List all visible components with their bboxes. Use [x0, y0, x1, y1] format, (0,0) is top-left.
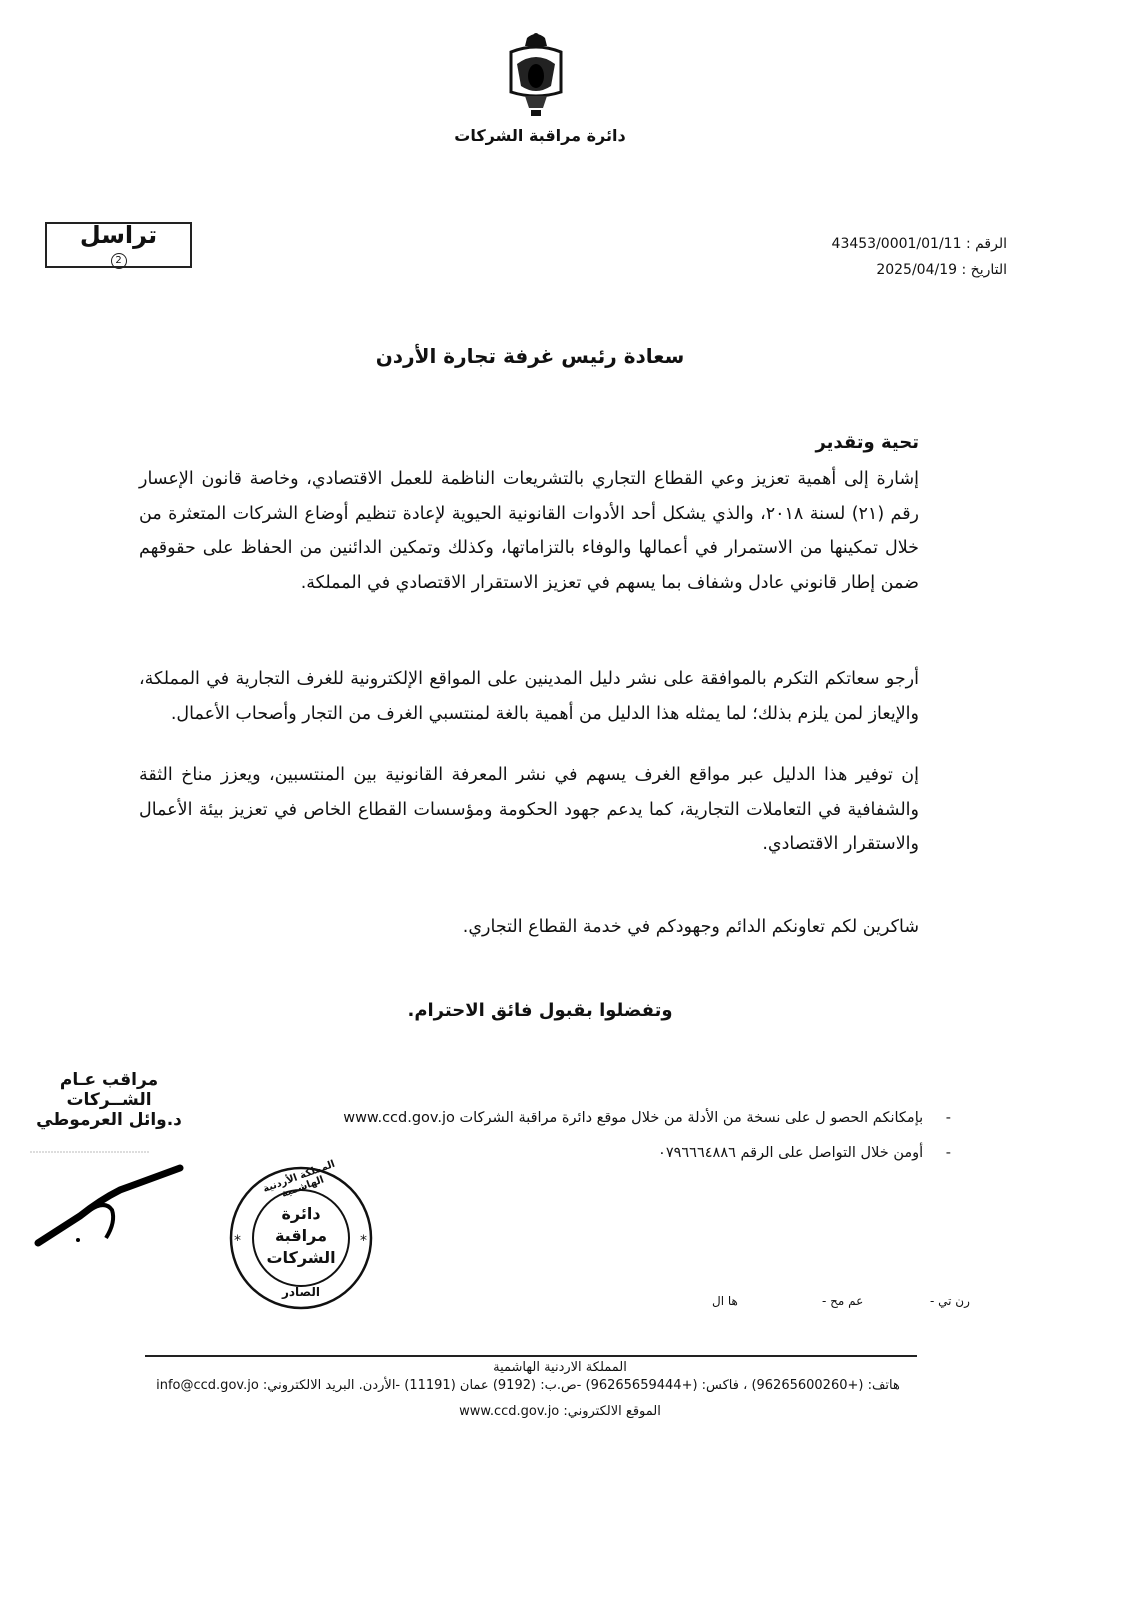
note-bullet: -	[945, 1145, 951, 1161]
body-paragraph: إشارة إلى أهمية تعزيز وعي القطاع التجاري بالتشريعات الناظمة للعمل الاقتصادي، وخاصة قانون الإعسار رقم (٢١) لسنة ٢٠١٨، والذي يشكل أحد الأدوات القانونية الحيوية لإعادة تنظيم أوضاع الشركات المتعثرة من خلال تمكينها من الاستمرار في أعمالها والوفاء بالتزاماتها، وكذلك وتمكين الدائنين من الحفاظ على حقوقهم ضمن إطار قانوني عادل وشفاف بما يسهم في تعزيز الاستقرار الاقتصادي في المملكة.	[139, 469, 920, 593]
date-line	[876, 262, 1007, 278]
svg-text:*: *	[234, 1233, 241, 1249]
note-item	[658, 1145, 951, 1161]
body-paragraph: أرجو سعاتكم التكرم بالموافقة على نشر دليل المدينين على المواقع الإلكترونية للغرف التجارية في المملكة، والإيعاز لمن يلزم بذلك؛ لما يمثله هذا الدليل من أهمية بالغة لمنتسبي الغرف من التجار وأصحاب الأعمال.	[139, 669, 919, 724]
footer-divider	[145, 1355, 917, 1357]
date-label: التاريخ :	[961, 262, 1007, 278]
greeting: تحية وتقدير	[815, 432, 919, 453]
jordan-emblem-icon	[505, 30, 567, 120]
signatory-title: مراقب عـام الشــركات	[59, 1070, 159, 1110]
date-value: 2025/04/19	[876, 262, 958, 278]
note-bullet: -	[945, 1110, 951, 1126]
footer-kingdom: المملكة الاردنية الهاشمية	[493, 1360, 627, 1375]
seal-line: دائرة	[281, 1204, 321, 1223]
note-item	[343, 1110, 951, 1126]
reference-line	[832, 236, 1007, 252]
closing-line: وتفضلوا بقبول فائق الاحترام.	[407, 1000, 673, 1021]
routing-initials: ها ال	[712, 1294, 738, 1308]
handwritten-signature	[20, 1148, 190, 1248]
routing-initials: رن تي -	[930, 1294, 970, 1308]
addressee: سعادة رئيس غرفة تجارة الأردن	[375, 344, 685, 368]
footer-website: الموقع الالكتروني: www.ccd.gov.jo	[459, 1404, 661, 1419]
seal-ring-text: المملكة الأردنية الهاشمية	[261, 1158, 337, 1200]
footer-contact: هاتف: (+96265600260) ، فاكس: (+96265659444) -ص.ب: (9192) عمان (11191) -الأردن. البريد الالكتروني: info@ccd.gov.jo	[156, 1378, 900, 1393]
note-text: أومن خلال التواصل على الرقم ٠٧٩٦٦٦٤٨٨٦	[658, 1145, 924, 1161]
seal-line: الشركات	[266, 1248, 336, 1267]
svg-text:*: *	[360, 1233, 367, 1249]
seal-bottom-text: الصادر	[281, 1285, 320, 1299]
correspondence-label: تراسل	[79, 221, 158, 249]
seal-line: مراقبة	[274, 1226, 328, 1245]
reference-label: الرقم :	[965, 236, 1007, 252]
body-paragraph: شاكرين لكم تعاونكم الدائم وجهودكم في خدمة القطاع التجاري.	[462, 917, 919, 937]
correspondence-stamp-box	[45, 222, 192, 268]
department-name: دائرة مراقبة الشركات	[454, 126, 626, 145]
reference-number: 43453/0001/01/11	[831, 236, 962, 252]
seal-center	[263, 1203, 339, 1269]
routing-initials: عم مح -	[822, 1294, 864, 1308]
signatory-name: د.وائل العرموطي	[36, 1110, 182, 1130]
correspondence-number: 2	[111, 253, 127, 269]
official-seal	[226, 1158, 376, 1313]
note-text: بإمكانكم الحصو ل على نسخة من الأدلة من خلال موقع دائرة مراقبة الشركات www.ccd.gov.jo	[343, 1110, 924, 1126]
body-paragraph: إن توفير هذا الدليل عبر مواقع الغرف يسهم في نشر المعرفة القانونية بين المنتسبين، ويعزز مناخ الثقة والشفافية في التعاملات التجارية، كما يدعم جهود الحكومة ومؤسسات القطاع الخاص في تعزيز بيئة الأعمال والاستقرار الاقتصادي.	[139, 765, 919, 854]
